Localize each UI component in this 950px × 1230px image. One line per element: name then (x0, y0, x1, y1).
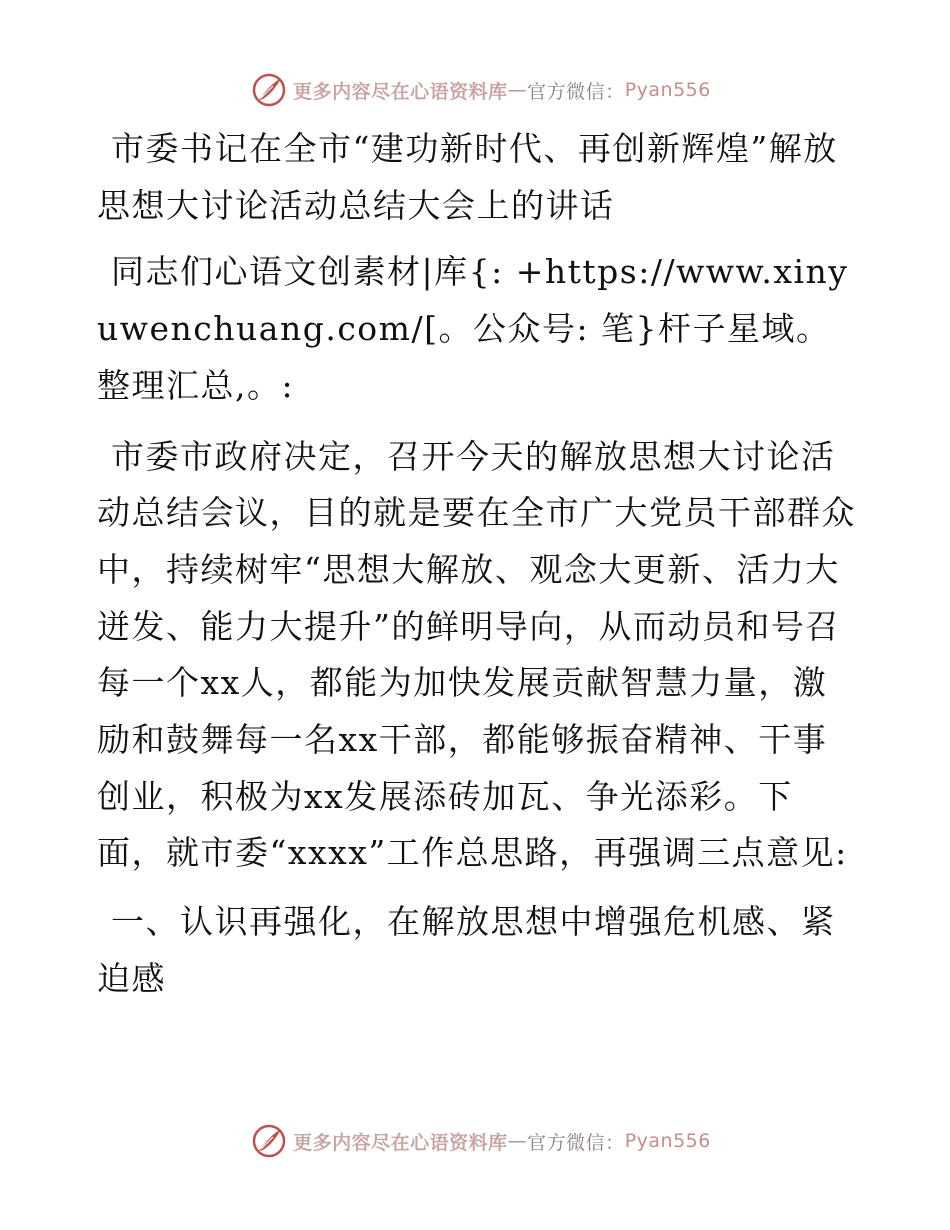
watermark-official-label: 官方微信： (527, 80, 625, 103)
watermark-banner-bottom (0, 1121, 950, 1161)
watermark-banner-top (0, 70, 950, 110)
section-heading: 一、认识再强化，在解放思想中增强危机感、紧迫感 (97, 902, 836, 998)
watermark-promo-text: 更多内容尽在心语资料库 (293, 80, 508, 103)
document-title: 市委书记在全市“建功新时代、再创新辉煌”解放思想大讨论活动总结大会上的讲话 (97, 129, 838, 225)
watermark-separator: — (507, 79, 528, 101)
document-content (97, 121, 857, 1008)
quill-pen-icon (251, 1123, 287, 1159)
watermark-wechat-id: Pyan556 (624, 79, 711, 101)
watermark-official-label: 官方微信： (527, 1131, 625, 1154)
watermark-promo-text: 更多内容尽在心语资料库 (293, 1131, 508, 1154)
watermark-separator: — (507, 1130, 528, 1152)
quill-pen-icon (251, 72, 287, 108)
source-note: 同志们心语文创素材|库{: +https://www.xinyuwenchuang.com/[。公众号: 笔}杆子星域。整理汇总,。: (97, 252, 849, 405)
body-paragraph: 市委市政府决定，召开今天的解放思想大讨论活动总结会议，目的就是要在全市广大党员干部群众中，持续树牢“思想大解放、观念大更新、活力大迸发、能力大提升”的鲜明导向，从而动员和号召每一个xx人，都能为加快发展贡献智慧力量，激励和鼓舞每一名xx干部，都能够振奋精神、干事创业，积极为xx发展添砖加瓦、争光添彩。下面，就市委“xxxx”工作总思路，再强调三点意见: (97, 436, 856, 873)
watermark-wechat-id: Pyan556 (624, 1130, 711, 1152)
